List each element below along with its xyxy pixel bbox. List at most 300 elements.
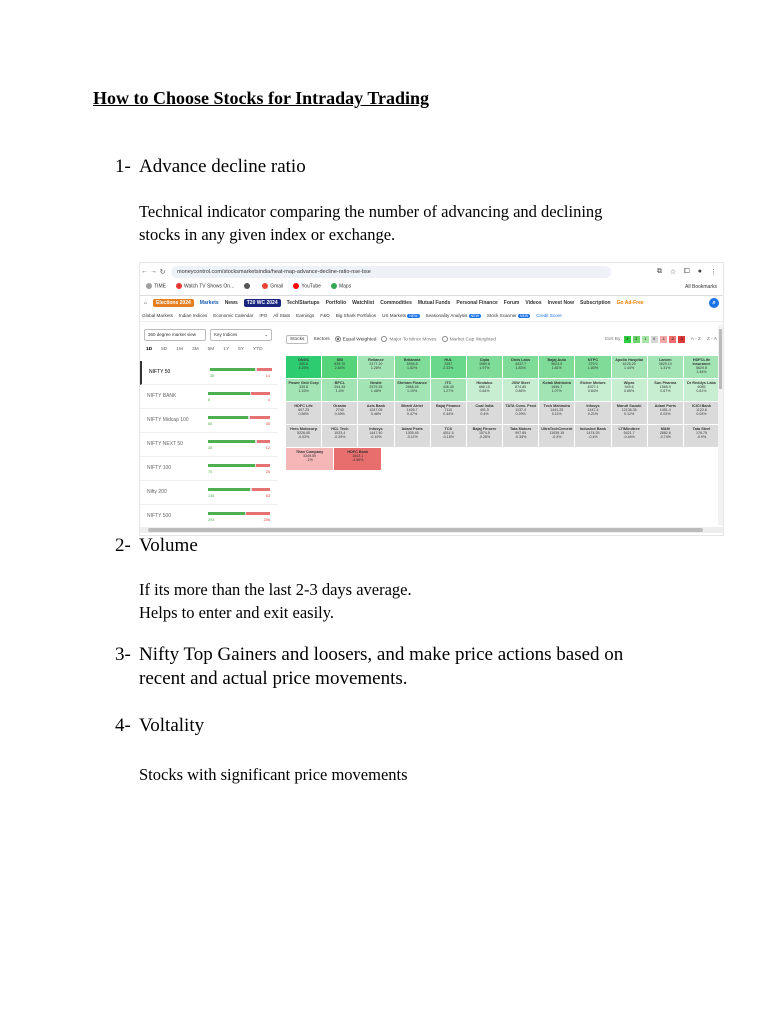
stock-price: 1441.25 [550,408,564,412]
heatmap-cell [322,425,357,447]
declines-count: 35 [265,422,270,426]
stock-change: 1.15% [298,389,309,393]
heatmap-cell [684,356,719,378]
heatmap-cell [684,425,719,447]
heatmap-cell [395,356,430,378]
stock-name: Kotak Mahindra [542,381,572,385]
stock-change: -0.34% [514,435,527,439]
t20-tag: T20 WC 2024 [244,299,281,307]
heatmap-cell [612,402,647,424]
stock-name: Reliance [368,358,384,362]
heatmap-cell [648,402,683,424]
stock-name: Divis Labs [511,358,531,362]
stock-name: Larsen [659,358,672,362]
stock-change: 0.4% [480,412,489,416]
browser-address-bar [140,263,723,280]
menu-forum: Forum [503,299,520,306]
heatmap-cell [612,425,647,447]
stock-price: 1643.1 [352,454,364,458]
stock-change: -1% [306,458,313,462]
stock-price: 1451.4 [659,408,671,412]
heatmap-cell [575,402,610,424]
adv-dec-bar [208,488,270,491]
stock-price: 997.65 [515,431,527,435]
stock-price: 294.45 [334,385,346,389]
adv-dec-bar [208,440,270,443]
stock-name: Apollo Hospital [615,358,644,362]
stock-change: 1.82% [407,366,418,370]
adv-dec-bar [208,416,270,419]
stock-change: 1.97% [479,366,490,370]
section-1-title: Advance decline ratio [139,156,306,177]
index-name: NIFTY BANK [147,393,177,399]
stock-price: 339.8 [299,385,309,389]
stock-price: 1426.7 [406,408,418,412]
advances-count: 136 [208,494,215,498]
stock-price: 280.6 [299,362,309,366]
stock-price: 491.5 [479,408,489,412]
index-name: NIFTY Midcap 100 [147,417,189,423]
stock-price: 11039.15 [549,431,565,435]
stock-price: 379.9 [588,362,598,366]
section-1-line-2: stocks in any given index or exchange. [139,225,396,244]
index-row [140,505,278,529]
stock-name: Eicher Motors [580,381,606,385]
menu-tech: Tech/Startups [286,299,320,306]
heatmap-cell [575,379,610,401]
stock-name: ITC [445,381,452,385]
sort-square: -1 [661,336,665,341]
heatmap-cell [322,356,357,378]
advances-count: 293 [208,518,215,522]
heatmap-cell [539,402,574,424]
section-4-line-1: Stocks with significant price movements [139,765,408,784]
stock-change: -0.3% [552,435,562,439]
section-3-heading [115,643,623,691]
sort-square: 0 [651,336,658,343]
stock-price: 1447.40 [369,431,383,435]
major-minor-option: Major To Minor Moves [381,336,436,342]
stock-change: -0.4% [588,435,598,439]
sort-square: -2 [670,336,674,341]
stock-change: 0.81% [696,389,707,393]
adv-dec-bar [208,512,270,515]
site-menu-bar [140,295,723,309]
star-icon: ☆ [669,268,677,276]
heatmap-cell [503,402,538,424]
stock-change: 1.44% [624,366,635,370]
stock-change: 1.28% [370,366,382,370]
moneycontrol-screenshot [139,262,724,536]
declines-count: 63 [265,494,270,498]
section-2-title: Volume [139,535,198,556]
heatmap-cell [431,379,466,401]
bookmark-time: TIME [146,283,166,289]
index-name: NIFTY 50 [149,369,171,375]
stock-change: 0.67% [660,389,671,393]
url-field [171,266,611,278]
menu-subscription: Subscription [580,299,611,306]
home-icon: ⌂ [144,299,148,306]
stock-price: 4011.5 [442,431,454,435]
back-arrow-icon: ← [141,268,148,275]
stock-change: 0.84% [479,389,490,393]
sort-square: 1 [642,336,649,343]
stock-price: 4437.7 [515,362,527,366]
stock-price: 176.75 [695,431,707,435]
reload-icon: ↻ [159,268,166,276]
stock-name: TATA Cons. Prod [505,404,536,408]
index-panel [140,325,278,535]
stock-change: 2.84% [334,366,345,370]
index-row [140,409,278,433]
adv-dec-bar [208,464,270,467]
stock-name: LTIMindtree [618,427,640,431]
heatmap-cell [539,356,574,378]
stock-change: -0.15% [442,435,454,439]
tf-5y: 5Y [238,347,245,352]
stock-price: 436.45 [442,385,454,389]
stock-name: Power Grid Corp [288,381,319,385]
stock-change: 1.81% [551,366,562,370]
stock-change: 0.65% [624,389,635,393]
mcap-weighted-option: Market Cap Weighted [442,336,496,342]
stock-change: 0.84% [587,389,599,393]
heatmap-cell [358,379,393,401]
bookmarks-bar [140,280,723,293]
url-text: moneycontrol.com/stocksmarketsindia/heat-map-advance-decline-ratio-nse-bse [177,268,371,275]
heatmap-cell [395,425,430,447]
stock-name: Sun Pharma [654,381,677,385]
index-name: Nifty 200 [147,489,167,495]
section-1-number: 1- [115,156,131,177]
stock-price: 688.15 [478,385,490,389]
section-2-line-2: Helps to enter and exit easily. [139,603,335,622]
stock-price: 12136.35 [621,408,637,412]
stock-price: 1574.5 [478,431,490,435]
stock-change: 1.31% [660,366,671,370]
sub-global-markets: Global Markets [142,313,173,318]
heatmap-cell [395,402,430,424]
stock-change: -0.29% [334,435,346,439]
heatmap-cell [467,425,502,447]
heatmap-row [286,379,719,401]
stock-name: TCS [444,427,453,431]
stock-change: 4.25% [298,366,309,370]
sub-us-markets: US Markets NEW [382,313,418,318]
stock-change: 0.29% [515,412,526,416]
stock-change: 1.19% [407,389,418,393]
stock-change: -0.74% [659,435,671,439]
tf-6m: 6M [207,347,215,352]
declines-count: 14 [265,374,270,378]
heatmap-cell [286,402,321,424]
advances-count: 65 [208,422,213,426]
stock-change: 2.33% [443,366,454,370]
stock-change: 0.11% [551,412,562,416]
stock-price: 3629.10 [658,362,672,366]
heatmap-cell [575,356,610,378]
heatmap-cell [539,425,574,447]
stock-name: IndusInd Bank [579,427,607,431]
heatmap-row [286,402,719,424]
stock-name: Hero Motocorp [290,427,318,431]
sub-menu-bar [140,310,723,322]
stock-name: Hindalco [476,381,493,385]
tf-ytd: YTD [253,347,263,352]
stock-name: Infosys [586,404,600,408]
stock-name: Adani Ports [401,427,423,431]
stock-name: SBI [336,358,343,362]
stock-price: 6085 [697,385,706,389]
heatmap-cell [358,402,393,424]
heatmap-cell [648,425,683,447]
sub-all-stats: All Stats [273,313,291,318]
menu-commodities: Commodities [380,299,412,306]
vertical-scrollbar [718,325,723,525]
stock-price: 1656.7 [551,385,563,389]
chevron-down-icon: ⌄ [264,332,268,337]
menu-watchlist: Watchlist [352,299,375,306]
stock-name: Grasim [333,404,347,408]
sort-za: Z - A [706,336,717,342]
stock-change: -0.11% [406,435,418,439]
heatmap-cell [467,402,502,424]
stock-name: Dr Reddys Labs [687,381,716,385]
stock-name: ONGC [297,358,310,362]
declines-count: 206 [263,518,270,522]
heatmap-cell [612,356,647,378]
stock-price: 1569.8 [478,362,490,366]
sub-fno: F&O [320,313,330,318]
advances-count: 8 [208,398,211,402]
heatmap-cell [648,356,683,378]
all-bookmarks: All Bookmarks [685,283,717,290]
heatmap-cell [286,356,321,378]
section-4-heading [115,715,204,737]
bookmark-maps: Maps [331,283,351,289]
stock-name: UltraTechCement [541,427,573,431]
stock-change: 0.47% [407,412,418,416]
stock-change: 0.48% [370,412,382,416]
heatmap-cell [322,379,357,401]
stock-change: 0.21% [587,412,599,416]
heatmap-row [286,448,719,470]
stock-change: 1.44% [696,370,707,374]
heatmap-cell [684,402,719,424]
section-2-number: 2- [115,535,131,556]
stock-name: Coal India [475,404,494,408]
declines-count: 4 [267,398,270,402]
stock-change: 1.80% [587,366,599,370]
stock-change: 0.44% [443,412,454,416]
sub-credit-score: Credit Score [536,313,562,318]
stock-name: Bajaj Finserv [472,427,497,431]
stock-change: 0.03% [660,412,671,416]
advances-count: 75 [208,470,213,474]
heatmap-grid [286,356,719,471]
tf-3m: 3M [191,347,199,352]
index-name: NIFTY 500 [147,513,172,519]
stock-price: 1122.6 [696,408,707,412]
index-row [140,457,278,481]
stock-price: 2579.35 [369,385,383,389]
heatmap-cell [286,379,321,401]
stock-price: 2497 [444,362,453,366]
heatmap-cell [575,425,610,447]
index-row [140,385,278,409]
stock-name: Bajaj Finance [436,404,461,408]
section-1-heading [115,156,306,178]
section-4-number: 4- [115,715,131,736]
sort-by: Sort By: 3 2 1 0 -1 -2 -3 A - Z Z - A [604,336,717,342]
stock-name: Bajaj Auto [547,358,567,362]
stock-price: 4927.1 [587,385,599,389]
section-2-line-1: If its more than the last 2-3 days average. [139,580,412,599]
sub-ipo: IPO [259,313,268,318]
sub-indian-indices: Indian Indices [178,313,208,318]
stock-name: Axis Bank [366,404,386,408]
heatmap-cell [395,379,430,401]
stock-price: 607.25 [298,408,310,412]
stock-price: 3349.50 [303,454,317,458]
heatmap-cell [503,379,538,401]
search-icon: ⌕ [709,298,719,308]
sub-earnings: Earnings [296,313,315,318]
section-2-heading [115,535,198,557]
heatmap-cell [467,379,502,401]
heatmap-cell [684,379,719,401]
section-1-line-1: Technical indicator comparing the number of advancing and declining [139,202,603,221]
stock-price: 1247.05 [369,408,383,412]
stock-change: -0.26% [478,435,491,439]
forward-arrow-icon: → [150,268,157,275]
elections-tag: Elections 2024 [153,299,194,307]
stock-price: 1533.4 [334,431,346,435]
stock-name: BPCL [334,381,345,385]
stock-name: Tata Motors [509,427,532,431]
stock-name: Tata Steel [692,427,711,431]
stock-price: 2882.6 [659,431,671,435]
heatmap-cell [322,402,357,424]
extensions-icon: ⧠ [684,267,690,275]
stock-name: HDFC Life [294,404,313,408]
stock-change: -0.03% [297,435,310,439]
index-row [140,481,278,505]
browser-toolbar-icons [657,268,723,276]
stock-name: Shriram Finance [397,381,427,385]
sort-square: -3 [679,336,683,341]
stock-name: Infosys [369,427,383,431]
section-3-title-line-2: recent and actual price movements. [139,668,408,689]
stock-price: 3177.20 [369,362,383,366]
adv-dec-bar [208,392,270,395]
heatmap-cell [467,356,502,378]
sectors-button: Sectors [313,336,330,342]
heatmap-cell [648,379,683,401]
index-name: NIFTY NEXT 50 [147,441,183,447]
stock-name: Tech Mahindra [543,404,571,408]
heatmap-cell [358,425,393,447]
stock-price: 1447.4 [587,408,599,412]
page-title: How to Choose Stocks for Intraday Trading [93,88,430,108]
heatmap-cell [358,356,393,378]
tf-1m: 1M [176,347,183,352]
heatmap-cell [612,379,647,401]
stock-price: 2668.45 [405,385,419,389]
heatmap-cell [286,448,333,470]
advances-count: 36 [210,374,215,378]
stock-name: HDFC Bank [347,450,369,454]
stocks-button: Stocks [286,335,308,344]
sub-big-shark: Big Shark Portfolios [335,313,377,318]
sort-square: 2 [633,336,640,343]
section-4-body [139,763,408,786]
stock-name: Cipla [479,358,490,362]
stock-name: HCL Tech [331,427,349,431]
bookmark-tv: Watch TV Shows On... [176,283,234,289]
sort-az: A - Z [690,336,701,342]
heatmap-cell [503,356,538,378]
stock-price: 549.6 [624,385,634,389]
heatmap-cell [286,425,321,447]
index-name: NIFTY 100 [147,465,172,471]
stock-change: 1.07% [551,389,562,393]
stock-change: -0.44% [623,435,635,439]
heatmap-controls [286,333,723,345]
stock-price: 5394.8 [406,362,418,366]
stock-price: 5421.7 [623,431,635,435]
stock-change: -4.56% [352,458,364,462]
install-icon: ⧉ [656,267,662,275]
index-row [140,433,278,457]
stock-price: 5629.8 [695,366,707,370]
heatmap-cell [334,448,381,470]
section-2-body [139,578,412,624]
stock-change: 0.03% [696,412,707,416]
stock-change: 0.12% [624,412,635,416]
tf-1d: 1D [146,347,153,352]
timeframe-tabs [146,347,263,352]
stock-name: HDFCLife Insurance [692,358,711,366]
heatmap-row [286,356,719,378]
stock-price: 9623.5 [551,362,563,366]
declines-count: 12 [265,446,270,450]
menu-mutual-funds: Mutual Funds [417,299,451,306]
heatmap-cell [539,379,574,401]
stock-name: HUL [444,358,453,362]
stock-name: NTPC [587,358,599,362]
sub-economic-calendar: Economic Calendar [213,313,254,318]
stock-name: Maruti Suzuki [616,404,642,408]
stock-name: Titan Company [295,450,324,454]
stock-change: 1.83% [515,366,526,370]
section-3-title: Nifty Top Gainers and loosers, and make price actions based on [139,644,624,665]
menu-icon: ⋮ [710,268,717,276]
horizontal-scrollbar [140,527,723,533]
stock-price: 1137.4 [515,408,526,412]
stock-price: 1474.25 [586,431,600,435]
sub-seasonality: Seasonality Analysis NEW [425,313,479,318]
heatmap-cell [503,425,538,447]
stock-name: Wipro [623,381,635,385]
stock-price: 2740 [335,408,344,412]
stock-price: 6126.25 [622,362,636,366]
stock-name: ICICI Bank [691,404,711,408]
section-3-number: 3- [115,644,131,665]
stock-change: 1.27% [443,389,454,393]
stock-price: 7110 [444,408,453,412]
